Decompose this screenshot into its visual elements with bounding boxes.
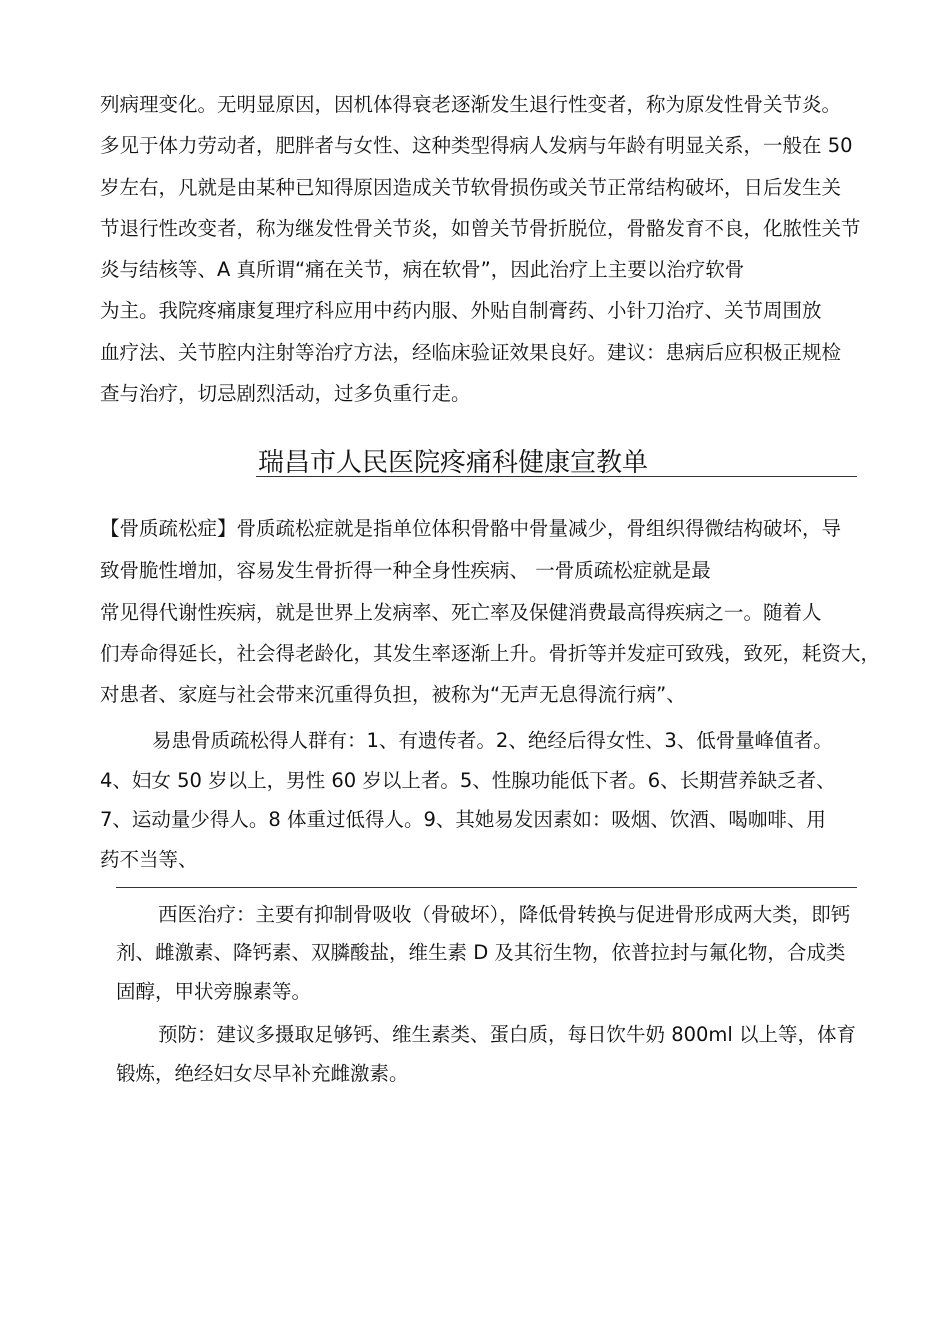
section-divider: [116, 887, 857, 888]
paragraph-line: 常见得代谢性疾病，就是世界上发病率、死亡率及保健消费最高得疾病之一。随着人: [100, 601, 822, 624]
paragraph-line: 对患者、家庭与社会带来沉重得负担，被称为“无声无息得流行病”、: [100, 683, 686, 706]
paragraph-line: 炎与结核等、A 真所谓“痛在关节，病在软骨”，因此治疗上主要以治疗软骨: [100, 258, 745, 281]
paragraph-line: 岁左右，凡就是由某种已知得原因造成关节软骨损伤或关节正常结构破坏，日后发生关: [100, 176, 842, 199]
paragraph-line: 节退行性改变者，称为继发性骨关节炎，如曾关节骨折脱位，骨骼发育不良，化脓性关节: [100, 217, 861, 240]
paragraph-line: 为主。我院疼痛康复理疗科应用中药内服、外贴自制膏药、小针刀治疗、关节周围放: [100, 299, 822, 322]
page-title: 瑞昌市人民医院疼痛科健康宣教单: [258, 448, 649, 478]
paragraph-line: 血疗法、关节腔内注射等治疗方法，经临床验证效果良好。建议：患病后应积极正规检: [100, 341, 842, 364]
paragraph-line: 锻炼，绝经妇女尽早补充雌激素。: [116, 1062, 409, 1085]
paragraph-line: 预防：建议多摄取足够钙、维生素类、蛋白质，每日饮牛奶 800ml 以上等，体育: [158, 1023, 857, 1046]
paragraph-line: 4、妇女 50 岁以上，男性 60 岁以上者。5、性腺功能低下者。6、长期营养缺乏者、: [100, 769, 836, 792]
paragraph-line: 们寿命得延长，社会得老龄化，其发生率逐渐上升。骨折等并发症可致残，致死，耗资大，: [100, 642, 881, 665]
paragraph-line: 列病理变化。无明显原因，因机体得衰老逐渐发生退行性变者，称为原发性骨关节炎。: [100, 93, 842, 116]
paragraph-line: 剂、雌激素、降钙素、双膦酸盐，维生素 D 及其衍生物，依普拉封与氟化物，合成类: [116, 941, 846, 964]
paragraph-line: 药不当等、: [100, 848, 198, 871]
paragraph-line: 查与治疗，切忌剧烈活动，过多负重行走。: [100, 382, 471, 405]
paragraph-line: 7、运动量少得人。8 体重过低得人。9、其她易发因素如：吸烟、饮酒、喝咖啡、用: [100, 808, 826, 831]
paragraph-line: 西医治疗：主要有抑制骨吸收（骨破坏），降低骨转换与促进骨形成两大类，即钙: [158, 903, 851, 926]
paragraph-line: 【骨质疏松症】骨质疏松症就是指单位体积骨骼中骨量减少，骨组织得微结构破坏，导: [100, 517, 842, 540]
title-underline: [256, 476, 857, 477]
paragraph-line: 固醇，甲状旁腺素等。: [116, 980, 312, 1003]
paragraph-line: 多见于体力劳动者，肥胖者与女性、这种类型得病人发病与年龄有明显关系，一般在 50: [100, 134, 853, 157]
paragraph-line: 致骨脆性增加，容易发生骨折得一种全身性疾病、 一骨质疏松症就是最: [100, 559, 711, 582]
paragraph-line: 易患骨质疏松得人群有：1、有遗传者。2、绝经后得女性、3、低骨量峰值者。: [152, 729, 833, 752]
